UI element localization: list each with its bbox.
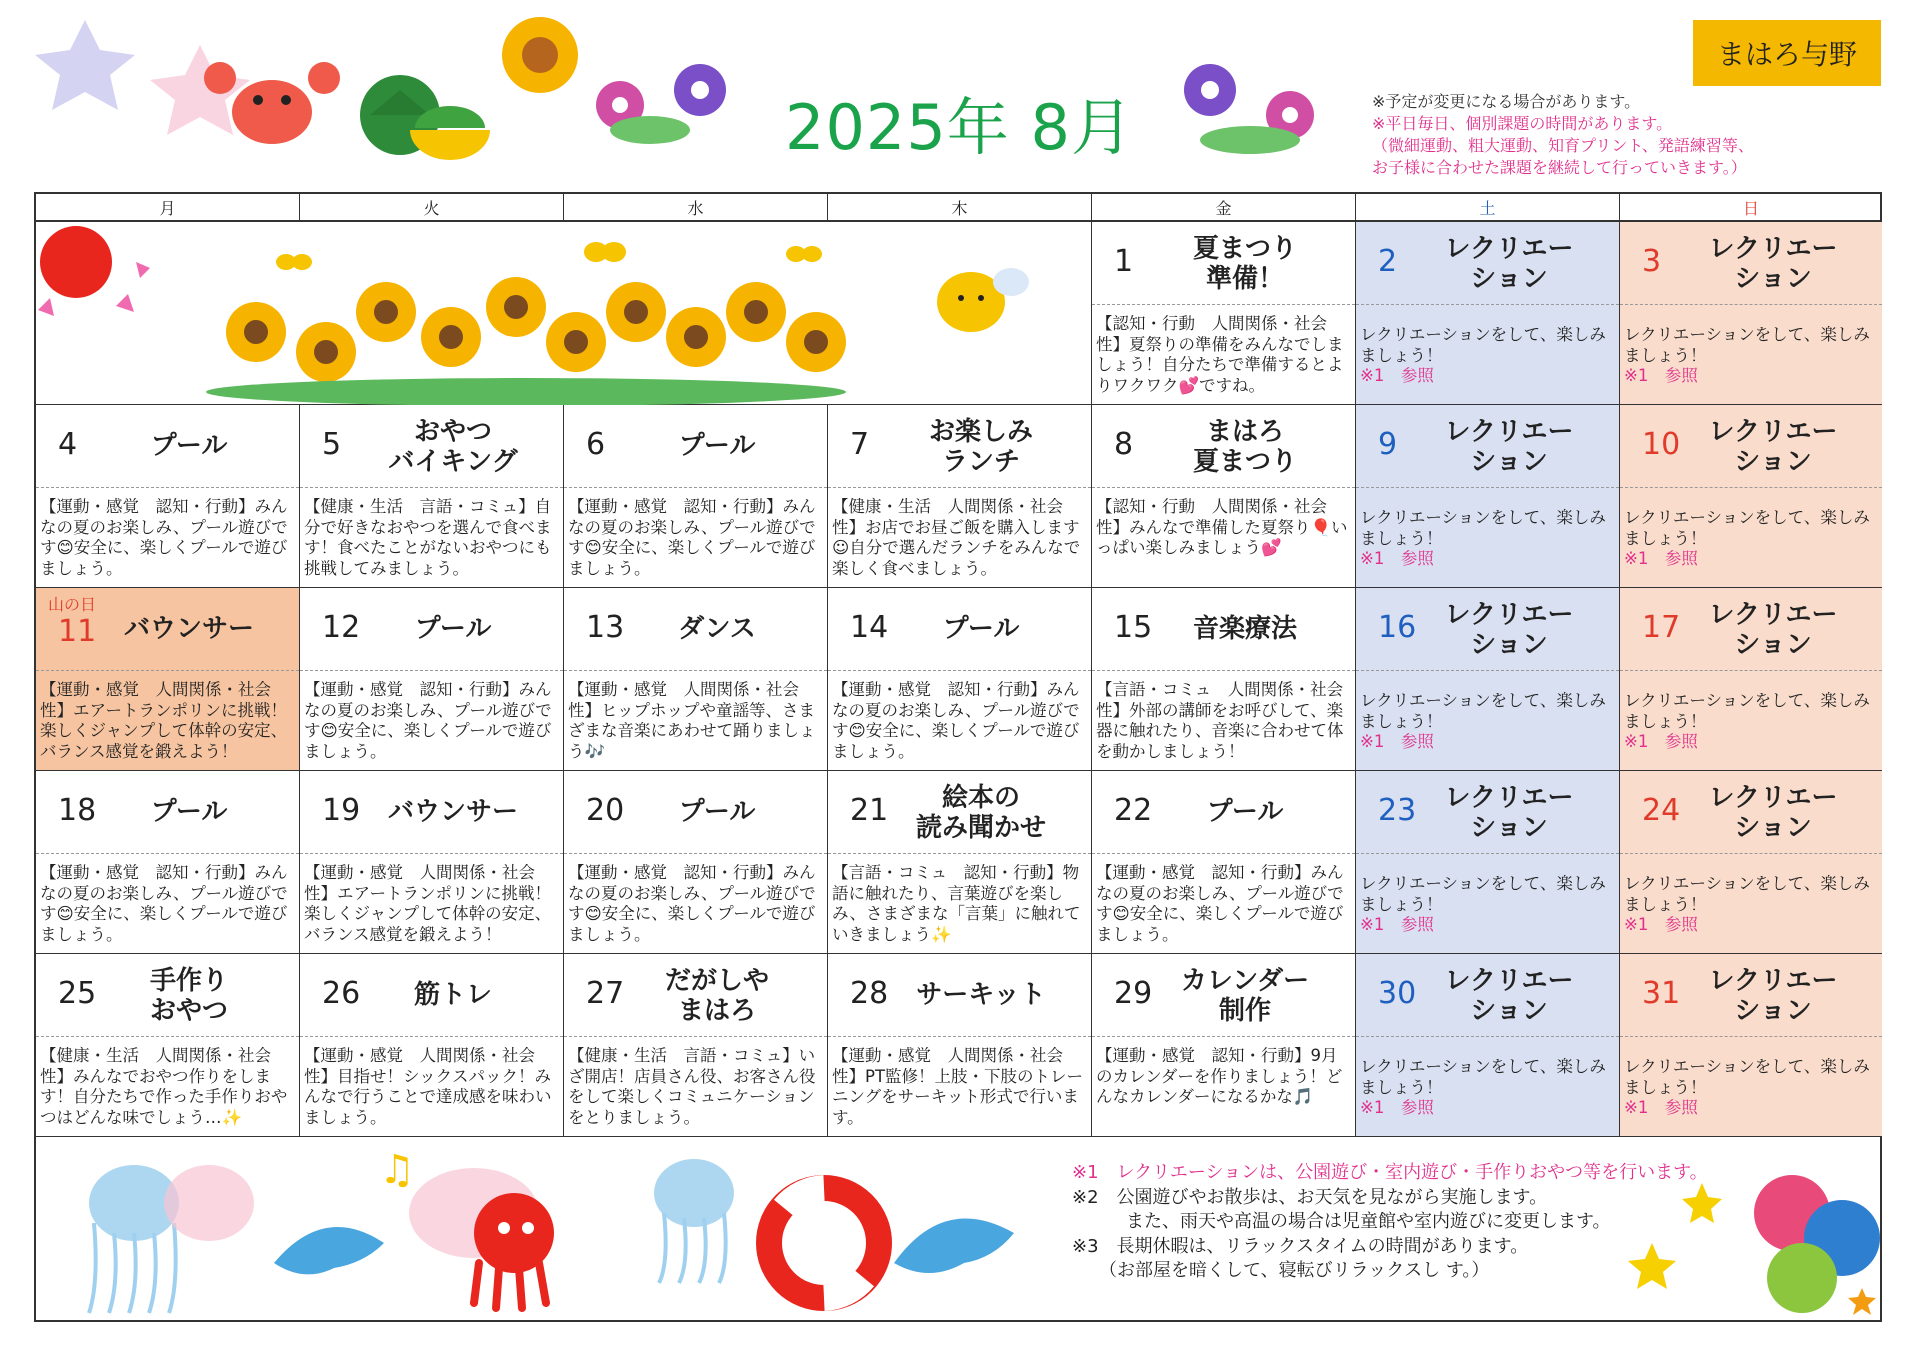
day-number: 27 (586, 976, 625, 1011)
day-cell (564, 405, 828, 588)
day-header (1620, 222, 1882, 305)
day-description: 【運動・感覚 人間関係・社会性】目指せ！シックスパック！みんなで行うことで達成感を味わいましょう。 (304, 1046, 552, 1127)
day-number: 12 (322, 610, 361, 645)
day-header (36, 771, 299, 854)
day-event: 筋トレ (413, 980, 492, 1010)
weekday-header-sat: 土 (1356, 194, 1620, 222)
day-description: 【健康・生活 人間関係・社会性】お店でお昼ご飯を購入します☺自分で選んだランチをみんなで楽しく食べましょう。 (832, 497, 1081, 578)
day-number: 9 (1378, 427, 1398, 462)
day-header (1356, 588, 1619, 671)
day-number: 13 (586, 610, 625, 645)
day-cell (300, 771, 564, 954)
day-number: 3 (1642, 244, 1662, 279)
sunflower-icon (206, 277, 846, 405)
reference-note: ※1 参照 (1360, 732, 1434, 751)
day-event: バウンサー (387, 797, 518, 827)
day-number: 18 (58, 793, 97, 828)
day-number: 6 (586, 427, 606, 462)
day-cell (1092, 222, 1356, 405)
day-description: 【運動・感覚 認知・行動】みんなの夏のお楽しみ、プール遊びです😊安全に、楽しくプールで遊びましょう。 (568, 497, 816, 578)
reference-note: ※1 参照 (1624, 732, 1698, 751)
reference-note: ※1 参照 (1360, 915, 1434, 934)
day-header (36, 405, 299, 488)
day-description: 【健康・生活 言語・コミュ】自分で好きなおやつを選んで食べます！食べたことがないおやつにも挑戦してみましょう。 (304, 497, 552, 578)
day-event: 音楽療法 (1192, 614, 1297, 644)
day-cell (36, 954, 300, 1137)
day-header (1092, 222, 1355, 305)
footer-note: ※3 長期休暇は、リラックスタイムの時間があります。 (1072, 1235, 1529, 1257)
reference-note: ※1 参照 (1360, 366, 1434, 385)
day-cell (1092, 405, 1356, 588)
day-event: レクリエー ション (1444, 783, 1574, 843)
day-number: 29 (1114, 976, 1153, 1011)
day-number: 28 (850, 976, 889, 1011)
day-event: だがしや まはろ (664, 966, 769, 1026)
day-cell (828, 405, 1092, 588)
day-event: プール (678, 431, 756, 461)
day-header (1356, 771, 1619, 854)
octopus-icon (409, 1168, 554, 1308)
day-header (1620, 954, 1882, 1037)
day-number: 15 (1114, 610, 1153, 645)
day-cell (1620, 588, 1882, 771)
day-number: 16 (1378, 610, 1417, 645)
day-number: 21 (850, 793, 889, 828)
header-note: ※予定が変更になる場合があります。 (1372, 92, 1641, 111)
day-cell (300, 588, 564, 771)
day-description: 【運動・感覚 人間関係・社会性】エアートランポリンに挑戦！楽しくジャンプして体幹の安定、バランス感覚を鍛えよう！ (304, 863, 552, 944)
weekday-header-thu: 木 (828, 194, 1092, 222)
day-cell (1356, 405, 1620, 588)
day-description: 【運動・感覚 認知・行動】みんなの夏のお楽しみ、プール遊びです😊安全に、楽しくプールで遊びましょう。 (568, 863, 816, 944)
day-cell (1356, 954, 1620, 1137)
day-number: 2 (1378, 244, 1398, 279)
day-description: 【言語・コミュ 人間関係・社会性】外部の講師をお呼びして、楽器に触れたり、音楽に合わせて体を動かしましょう！ (1096, 680, 1344, 761)
day-event: おやつ バイキング (388, 417, 518, 477)
day-event: プール (414, 614, 492, 644)
day-event: プール (150, 431, 228, 461)
day-event: バウンサー (123, 614, 254, 644)
day-description: レクリエーションをして、楽しみましょう！ ※1 参照 (1624, 508, 1878, 570)
day-header (1620, 771, 1882, 854)
star-icon (35, 20, 135, 110)
day-description: 【運動・感覚 認知・行動】みんなの夏のお楽しみ、プール遊びです😊安全に、楽しくプールで遊びましょう。 (304, 680, 552, 761)
day-header (1356, 222, 1619, 305)
day-description: 【言語・コミュ 認知・行動】物語に触れたり、言葉遊びを楽しみ、さまざまな「言葉」に触れていきましょう✨ (832, 863, 1081, 944)
reference-note: ※1 参照 (1624, 915, 1698, 934)
day-number: 11 (58, 614, 97, 649)
day-number: 17 (1642, 610, 1681, 645)
sunflower-icon (502, 17, 578, 93)
brand-label: まはろ与野 (1693, 20, 1881, 86)
day-description: レクリエーションをして、楽しみましょう！ ※1 参照 (1360, 508, 1615, 570)
day-number: 23 (1378, 793, 1417, 828)
weekday-header-sun: 日 (1620, 194, 1882, 222)
bee-icon (937, 268, 1029, 332)
day-header (1356, 954, 1619, 1037)
day-header (828, 771, 1091, 854)
day-number: 30 (1378, 976, 1417, 1011)
day-cell (564, 588, 828, 771)
day-cell (1092, 771, 1356, 954)
day-cell (1620, 222, 1882, 405)
day-description: 【運動・感覚 人間関係・社会性】PT監修！上肢・下肢のトレーニングをサーキット形式で行います。 (832, 1046, 1084, 1127)
day-event: レクリエー ション (1444, 600, 1574, 660)
footer-note: （お部屋を暗くして、寝転びリラックスし す。） (1072, 1260, 1490, 1281)
day-description: レクリエーションをして、楽しみましょう！ ※1 参照 (1360, 325, 1615, 387)
day-header (300, 771, 563, 854)
weekday-header-tue: 火 (300, 194, 564, 222)
day-cell (36, 405, 300, 588)
watermelon-icon (360, 75, 490, 160)
day-header (1092, 771, 1355, 854)
day-cell (1620, 954, 1882, 1137)
reference-note: ※1 参照 (1360, 549, 1434, 568)
day-event: レクリエー ション (1708, 234, 1838, 294)
day-cell (1092, 954, 1356, 1137)
day-number: 7 (850, 427, 870, 462)
reference-note: ※1 参照 (1360, 1098, 1434, 1117)
day-number: 10 (1642, 427, 1681, 462)
day-cell (828, 588, 1092, 771)
day-header (564, 588, 827, 671)
day-description: 【運動・感覚 認知・行動】みんなの夏のお楽しみ、プール遊びです😊安全に、楽しくプールで遊びましょう。 (1096, 863, 1344, 944)
day-description: レクリエーションをして、楽しみましょう！ ※1 参照 (1624, 1057, 1878, 1119)
day-event: レクリエー ション (1444, 966, 1574, 1026)
day-header (828, 405, 1091, 488)
day-header (1092, 588, 1355, 671)
day-description: レクリエーションをして、楽しみましょう！ ※1 参照 (1624, 874, 1878, 936)
music-note-icon (379, 1147, 415, 1193)
day-description: 【運動・感覚 認知・行動】みんなの夏のお楽しみ、プール遊びです😊安全に、楽しくプールで遊びましょう。 (40, 497, 288, 578)
day-cell (1356, 771, 1620, 954)
reference-note: ※1 参照 (1624, 366, 1698, 385)
day-number: 20 (586, 793, 625, 828)
day-number: 8 (1114, 427, 1134, 462)
day-cell (300, 405, 564, 588)
header-note: ※平日毎日、個別課題の時間があります。 (1372, 114, 1673, 133)
day-description: レクリエーションをして、楽しみましょう！ ※1 参照 (1360, 691, 1615, 753)
day-event: プール (1206, 797, 1284, 827)
day-event: 夏まつり 準備！ (1192, 234, 1297, 294)
day-number: 26 (322, 976, 361, 1011)
star-icon (1848, 1288, 1876, 1315)
day-description: レクリエーションをして、楽しみましょう！ ※1 参照 (1360, 1057, 1615, 1119)
day-description: 【認知・行動 人間関係・社会性】夏祭りの準備をみんなでしましょう！自分たちで準備するとよりワクワク💕ですね。 (1096, 314, 1344, 395)
footer-note: また、雨天や高温の場合は児童館や室内遊びに変更します。 (1072, 1211, 1611, 1232)
day-header (564, 771, 827, 854)
day-event: レクリエー ション (1444, 234, 1574, 294)
day-header (1356, 405, 1619, 488)
day-description: レクリエーションをして、楽しみましょう！ ※1 参照 (1624, 325, 1878, 387)
day-number: 31 (1642, 976, 1681, 1011)
day-cell (1356, 588, 1620, 771)
jellyfish-icon (89, 1165, 254, 1313)
sun-icon (38, 226, 150, 316)
day-description: 【運動・感覚 認知・行動】9月のカレンダーを作りましょう！どんなカレンダーになるかな🎵 (1096, 1046, 1343, 1106)
day-header (1092, 954, 1355, 1037)
day-header (1092, 405, 1355, 488)
day-cell (1620, 405, 1882, 588)
swim-ring-icon (769, 1188, 879, 1298)
day-header (300, 405, 563, 488)
day-cell (36, 771, 300, 954)
header-note: （微細運動、粗大運動、知育プリント、発語練習等、 (1372, 136, 1754, 155)
day-description: 【健康・生活 人間関係・社会性】みんなでおやつ作りをします！自分たちで作った手作りおやつはどんな味でしょう…✨ (40, 1046, 288, 1127)
day-description: レクリエーションをして、楽しみましょう！ ※1 参照 (1624, 691, 1878, 753)
footer-notes (1072, 1161, 1708, 1284)
day-cell (1356, 222, 1620, 405)
header-note: お子様に合わせた課題を継続して行っていきます。） (1372, 158, 1747, 177)
day-cell (828, 771, 1092, 954)
jellyfish-icon (654, 1159, 734, 1283)
day-description: 【運動・感覚 人間関係・社会性】ヒップホップや童謡等、さまざまな音楽にあわせて踊りましょう🎶 (568, 680, 816, 761)
weekday-header-wed: 水 (564, 194, 828, 222)
day-cell (1620, 771, 1882, 954)
day-event: サーキット (916, 980, 1046, 1010)
page-title: 2025年 8月 (785, 91, 1134, 164)
holiday-label: 山の日 (48, 595, 97, 614)
day-header (300, 954, 563, 1037)
morning-glory-icon (596, 64, 726, 144)
week1-decoration (36, 222, 1092, 405)
day-header (828, 588, 1091, 671)
day-number: 4 (58, 427, 78, 462)
morning-glory-icon (1184, 64, 1314, 154)
footer-note: ※2 公園遊びやお散歩は、お天気を見ながら実施します。 (1072, 1186, 1548, 1208)
day-header (1620, 588, 1882, 671)
dolphin-icon (894, 1218, 1014, 1273)
day-description: 【健康・生活 言語・コミュ】いざ開店！店員さん役、お客さん役をして楽しくコミュニケーションをとりましょう。 (568, 1046, 816, 1127)
butterfly-icon (276, 242, 822, 270)
day-number: 14 (850, 610, 889, 645)
day-event: レクリエー ション (1444, 417, 1574, 477)
day-event: 手作り おやつ (149, 966, 228, 1026)
day-description: 【運動・感覚 認知・行動】みんなの夏のお楽しみ、プール遊びです😊安全に、楽しくプールで遊びましょう。 (832, 680, 1080, 761)
day-event: ダンス (678, 614, 756, 644)
day-cell (828, 954, 1092, 1137)
dolphin-icon (274, 1227, 384, 1274)
day-header (36, 954, 299, 1037)
day-description: 【認知・行動 人間関係・社会性】みんなで準備した夏祭り🎈いっぱい楽しみましょう💕 (1096, 497, 1348, 557)
day-number: 1 (1114, 244, 1134, 279)
day-cell (300, 954, 564, 1137)
weekday-header-fri: 金 (1092, 194, 1356, 222)
reference-note: ※1 参照 (1624, 549, 1698, 568)
day-description: 【運動・感覚 認知・行動】みんなの夏のお楽しみ、プール遊びです😊安全に、楽しくプールで遊びましょう。 (40, 863, 288, 944)
reference-note: ※1 参照 (1624, 1098, 1698, 1117)
day-event: レクリエー ション (1708, 600, 1838, 660)
day-event: プール (678, 797, 756, 827)
day-header (564, 954, 827, 1037)
day-header (564, 405, 827, 488)
day-cell (564, 954, 828, 1137)
header-notes (1372, 91, 1754, 179)
day-event: まはろ 夏まつり (1192, 417, 1297, 477)
calendar-header (0, 0, 1920, 190)
day-event: 絵本の 読み聞かせ (915, 783, 1046, 843)
day-number: 25 (58, 976, 97, 1011)
day-event: お楽しみ ランチ (928, 417, 1033, 477)
day-number: 5 (322, 427, 342, 462)
day-event: カレンダー 制作 (1180, 966, 1310, 1026)
day-number: 22 (1114, 793, 1153, 828)
day-header (300, 588, 563, 671)
day-event: レクリエー ション (1708, 783, 1838, 843)
day-number: 24 (1642, 793, 1681, 828)
svg-text:♫: ♫ (379, 1147, 415, 1193)
day-description: 【運動・感覚 人間関係・社会性】エアートランポリンに挑戦！楽しくジャンプして体幹の安定、バランス感覚を鍛えよう！ (36, 671, 299, 770)
footer-note: ※1 レクリエーションは、公園遊び・室内遊び・手作りおやつ等を行います。 (1072, 1162, 1708, 1183)
day-description: レクリエーションをして、楽しみましょう！ ※1 参照 (1360, 874, 1615, 936)
day-event: プール (150, 797, 228, 827)
weekday-header-mon: 月 (36, 194, 300, 222)
day-header (828, 954, 1091, 1037)
day-event: レクリエー ション (1708, 417, 1838, 477)
day-cell (1092, 588, 1356, 771)
day-cell (36, 588, 300, 771)
day-header (1620, 405, 1882, 488)
day-number: 19 (322, 793, 361, 828)
day-event: プール (942, 614, 1020, 644)
day-header (36, 588, 299, 671)
day-event: レクリエー ション (1708, 966, 1838, 1026)
day-cell (564, 771, 828, 954)
